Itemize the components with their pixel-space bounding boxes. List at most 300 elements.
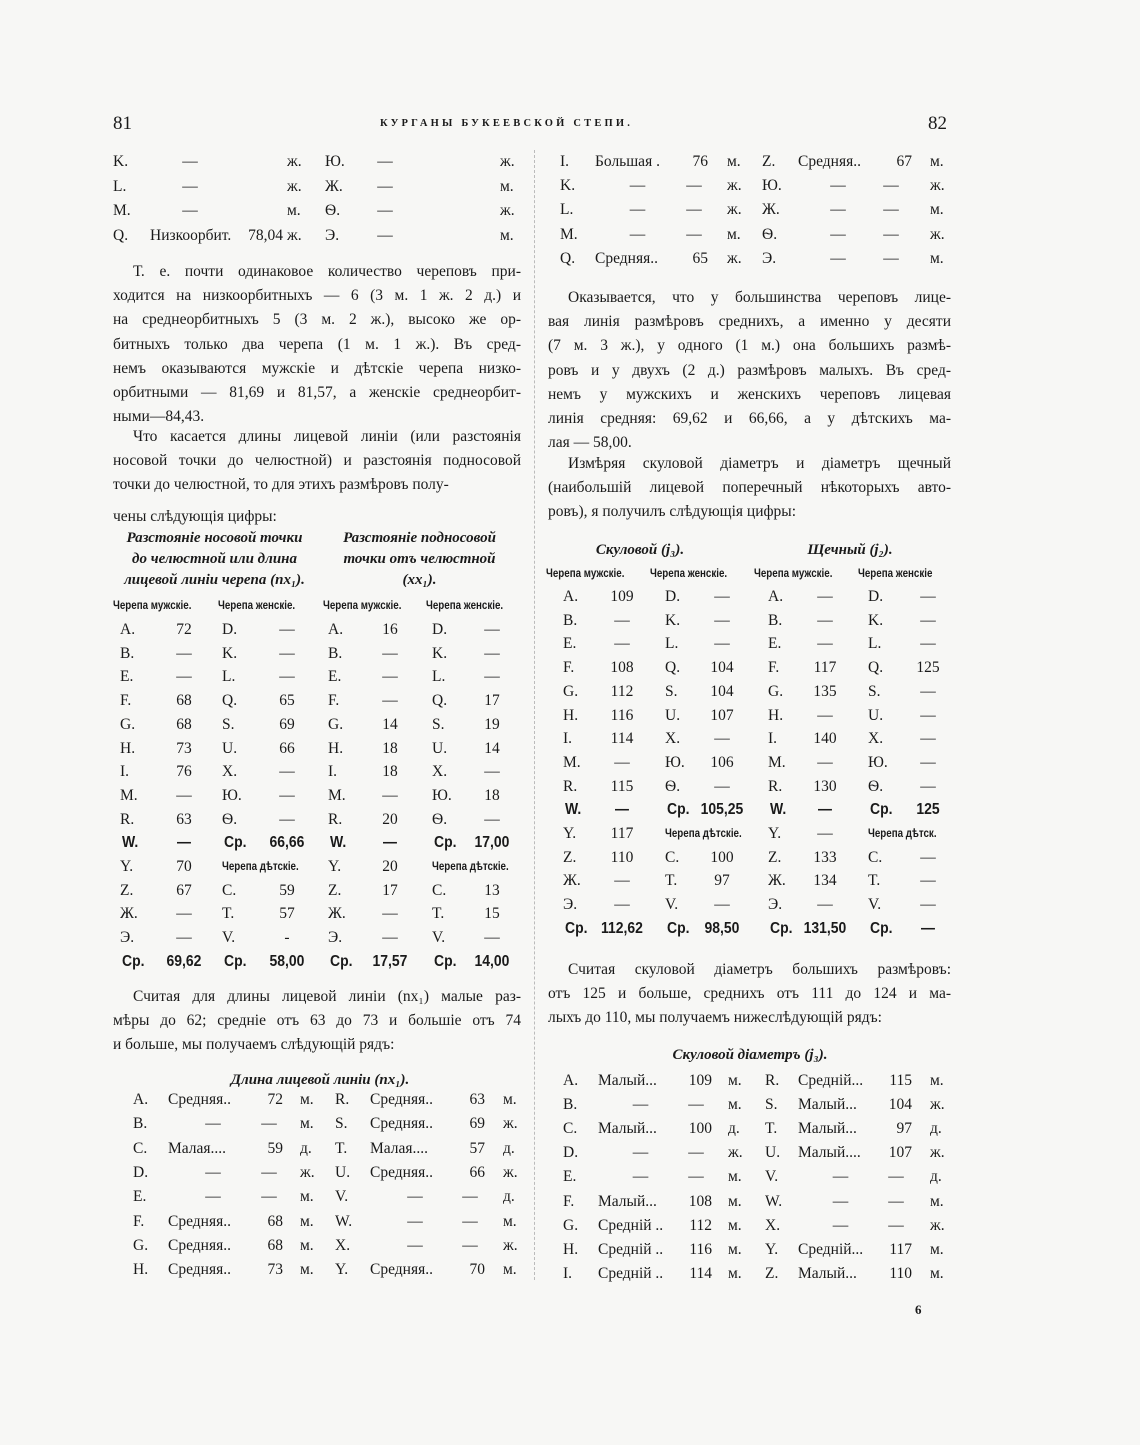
table-cell: W. [765,1192,783,1210]
table-cell: — [830,225,846,243]
table-cell: 97 [714,872,730,890]
table-cell: D. [222,621,238,638]
table-cell: 100 [710,848,734,866]
table-cell: ж. [727,201,742,219]
table-cell: M. [563,753,581,771]
table-cell: 116 [689,1240,712,1258]
table-cell: Ж. [563,872,581,890]
table-cell: — [832,1216,849,1234]
table-cell: Y. [328,858,342,875]
table-cell: — [921,919,935,937]
table-cell: — [883,177,899,195]
table-cell: 65 [692,249,708,267]
text-line: Оказывается, что у большинства череповъ лице- [568,289,951,306]
table-cell: — [888,1168,904,1186]
table-cell: G. [133,1236,149,1254]
table-cell: Средняя.. [370,1115,433,1133]
table-cell: Ср. [770,919,793,937]
table-cell: X. [222,763,238,781]
table-cell: м. [728,1216,742,1234]
right-series-title: Скуловой діаметръ (j₃). [672,1047,828,1063]
table-cell: 58,00 [269,952,305,970]
table-cell: Малый... [798,1096,857,1114]
left-paragraph-2-end: чены слѣдующія цифры: [113,508,277,525]
table-cell: — [920,635,936,653]
table-cell: 109 [610,588,634,605]
table-cell: V. [335,1188,349,1206]
table-cell: Ср. [870,919,893,937]
table-cell: 68 [267,1236,283,1254]
table-cell: — [484,763,500,781]
table-cell: T. [665,872,678,890]
table-cell: Малый... [798,1264,857,1282]
table-cell: ж. [503,1163,518,1181]
text-line: Что касается длины лицевой линіи (или разстоянія [133,428,521,445]
table-cell: C. [432,881,447,899]
table-cell: L. [868,635,882,653]
table-cell: — [382,692,398,710]
left-paragraph-1 [113,260,521,429]
table-cell: — [883,201,899,219]
table-cell: L. [432,668,446,686]
table-cell: Средняя.. [370,1091,433,1108]
table-cell: Ю. [325,153,345,170]
table-cell: 135 [813,682,837,700]
table-cell: м. [500,177,514,195]
table-cell: 66 [279,739,295,757]
text-line: лыхъ до 110, мы получаемъ нижеслѣдующій рядъ: [548,1009,882,1027]
table-cell: ж. [930,225,945,243]
table-cell: — [176,929,192,947]
table-cell: Средняя.. [168,1261,231,1279]
table-cell: 70 [469,1261,485,1279]
table-cell: Ю. [762,177,782,195]
table-cell: R. [768,777,783,795]
table-cell: м. [930,1264,944,1282]
table-cell: T. [432,905,445,923]
column-header: Черепа мужскіе. [323,600,402,612]
table-cell: 57 [279,905,295,923]
table-cell: — [830,249,846,267]
table-cell: — [484,929,500,947]
table-cell: R. [563,777,578,795]
table-cell: — [629,177,646,195]
table-cell: 115 [889,1072,912,1089]
table-cell: 67 [896,153,912,170]
table-cell: G. [563,682,579,700]
table-cell: Ѳ. [868,777,884,795]
text-line: орбитными — 81,69 и 81,57, а женскіе среднеорбит- [113,383,521,401]
column-header: Черепа женскіе [858,568,933,580]
table-cell: ж. [503,1236,518,1254]
table-cell: E. [563,1168,577,1186]
table-cell: — [714,896,730,914]
table-cell: — [830,201,846,219]
table-cell: — [714,588,730,605]
table-cell: ж. [727,249,742,267]
table-cell: — [377,226,393,244]
table-cell: B. [120,644,135,662]
table-cell: 140 [813,730,837,748]
table-cell: M. [560,225,578,243]
table-cell: 20 [382,810,398,828]
table-cell: 104 [888,1096,912,1114]
table-cell: D. [868,588,884,605]
table-cell: E. [563,635,577,653]
heading-line: Разстояніе носовой точки [126,530,303,546]
table-cell: Средняя.. [595,249,658,267]
text-line: (наибольшій лицевой поперечный нѣкоторыхъ авто- [548,479,951,497]
table-cell: Средняя.. [370,1261,433,1279]
table-cell: — [632,1096,649,1114]
table-cell: Ж. [768,872,786,890]
right-paragraph-1 [548,286,951,455]
table-cell: Ю. [432,786,452,804]
table-cell: Малая.... [370,1139,429,1157]
table-cell: E. [120,668,134,686]
table-cell: H. [768,706,784,724]
table-cell: — [382,786,398,804]
right-paragraph-2 [548,452,951,525]
table-cell: B. [563,611,578,629]
table-cell: Средній... [798,1240,864,1258]
table-cell: Q. [868,659,884,677]
table-cell: — [818,801,832,819]
table-cell: м. [930,1192,944,1210]
column-header: Черепа мужскіе. [754,568,833,580]
table-cell: A. [563,1072,579,1089]
table-cell: 19 [484,715,500,733]
table-cell: — [920,777,936,795]
table-cell: R. [328,810,343,828]
table-cell: 69,62 [166,952,202,970]
table-cell: F. [133,1212,145,1230]
table-cell: 110 [889,1264,912,1282]
table-cell: м. [287,202,301,219]
table-cell: V. [432,929,446,947]
table-cell: — [462,1236,478,1254]
table-cell: U. [335,1163,351,1181]
table-cell: — [205,1115,221,1133]
table-cell: Большая . [595,153,660,170]
table-cell: 125 [916,801,940,819]
table-cell: M. [113,202,131,219]
table-cell: Ср. [434,952,457,970]
table-cell: — [205,1163,221,1181]
table-cell: ж. [287,177,302,195]
column-header: Черепа женскіе. [218,600,296,612]
table-cell: 112,62 [601,919,643,937]
table-cell: — [832,1168,849,1186]
table-cell: Малый... [798,1120,857,1138]
table-cell: Малая.... [168,1139,227,1157]
table-cell: ж. [727,177,742,195]
table-cell: 63 [469,1091,485,1108]
text-line: ходится на низкоорбитныхъ — 6 (3 м. 1 ж. 2 д.) и [113,287,521,305]
table-cell: ж. [930,1216,945,1234]
table-cell: д. [503,1139,515,1157]
table-cell: Ср. [122,952,145,970]
table-cell: 73 [267,1261,283,1279]
table-cell: — [688,1168,704,1186]
column-header: Черепа мужскіе. [546,568,625,580]
table-cell: — [920,896,936,914]
table-cell: — [462,1188,478,1206]
table-cell: S. [868,682,881,700]
table-cell: W. [335,1212,353,1230]
table-cell: Q. [432,692,448,710]
table-cell: Черепа дѣтск. [868,828,937,840]
text-line: мѣры до 62; средніе отъ 63 до 73 и большіе отъ 74 [113,1012,521,1030]
table-cell: F. [328,692,340,710]
table-cell: Малый.... [798,1144,861,1162]
table-cell: Z. [768,848,782,866]
table-cell: C. [222,881,237,899]
table-cell: W. [565,801,582,819]
table-cell: 130 [813,777,837,795]
table-cell: м. [300,1212,314,1230]
table-cell: 68 [176,715,192,733]
table-cell: C. [665,848,680,866]
table-cell: H. [133,1261,149,1279]
table-cell: V. [222,929,236,947]
table-cell: V. [868,896,882,914]
table-cell: U. [765,1144,781,1162]
table-cell: - [284,929,290,947]
table-cell: 17 [484,692,500,710]
table-cell: L. [665,635,679,653]
table-cell: ж. [728,1144,743,1162]
table-cell: 17,00 [474,834,510,852]
table-cell: 72 [176,621,192,638]
column-divider [534,150,535,1280]
table-cell: 134 [813,872,837,890]
table-cell: L. [222,668,236,686]
table-cell: Q. [560,249,576,267]
table-cell: Ср. [330,952,353,970]
table-cell: ж. [930,1096,945,1114]
table-cell: U. [432,739,448,757]
table-cell: V. [665,896,679,914]
table-cell: R. [765,1072,780,1089]
table-cell: 107 [888,1144,912,1162]
table-cell: I. [563,730,573,748]
table-cell: Ѳ. [222,810,238,828]
table-cell: 67 [176,881,192,899]
table-cell: Ж. [325,177,343,195]
table-cell: — [377,177,393,195]
table-cell: — [176,905,192,923]
table-cell: — [714,611,730,629]
table-cell: 108 [610,659,634,677]
table-cell: M. [328,786,346,804]
table-cell: м. [300,1188,314,1206]
table-cell: — [182,153,198,170]
table-cell: Z. [762,153,776,170]
table-cell: A. [133,1091,149,1108]
table-cell: 100 [688,1120,712,1138]
table-cell: д. [300,1139,312,1157]
table-cell: 131,50 [803,919,847,937]
table-cell: 70 [176,858,192,875]
table-cell: I. [120,763,130,781]
table-cell: — [614,896,630,914]
right-heading-buccal: Щечный (j₂). [807,542,893,558]
heading-line: Разстояніе подносовой [343,530,496,546]
table-cell: 57 [469,1139,485,1157]
table-cell: F. [563,1192,575,1210]
table-cell: H. [563,706,579,724]
table-cell: 112 [689,1216,712,1234]
table-cell: Z. [563,848,577,866]
table-cell: — [817,825,833,842]
table-cell: 104 [710,682,734,700]
table-cell: B. [563,1096,578,1114]
table-cell: — [920,706,936,724]
table-cell: Черепа дѣтскіе. [222,861,299,873]
table-cell: 117 [889,1240,912,1258]
table-cell: — [176,644,192,662]
table-cell: 17 [382,881,398,899]
table-cell: — [920,588,936,605]
table-cell: — [279,621,295,638]
table-cell: 106 [710,753,734,771]
table-cell: — [632,1144,649,1162]
table-cell: K. [222,644,238,662]
table-cell: X. [432,763,448,781]
heading-line: (xx₁). [402,572,437,588]
table-cell: — [686,177,702,195]
table-cell: м. [930,1240,944,1258]
table-cell: Ср. [667,801,690,819]
table-cell: 16 [382,621,398,638]
table-cell: 117 [813,659,837,677]
text-line: Измѣряя скуловой діаметръ и діаметръ щечный [568,455,951,472]
table-cell: 112 [610,682,634,700]
text-line: линія средняя: 69,62 и 66,66, а у дѣтскихъ ма- [548,409,951,427]
table-cell: — [382,644,398,662]
table-cell: — [407,1188,423,1206]
table-cell: м. [930,201,944,219]
table-cell: 133 [813,848,837,866]
table-cell: м. [930,1072,944,1089]
text-line: вая линія размѣровъ среднихъ, а именно у десяти [548,313,951,331]
table-cell: 104 [710,659,734,677]
table-cell: K. [868,611,884,629]
table-cell: ж. [930,1144,945,1162]
table-cell: — [614,635,630,653]
table-cell: — [632,1168,649,1186]
table-cell: м. [503,1212,517,1230]
table-cell: 68 [176,692,192,710]
table-cell: 107 [710,706,734,724]
table-cell: V. [765,1168,779,1186]
column-header: Черепа женскіе. [650,568,728,580]
table-cell: I. [768,730,778,748]
column-header: Черепа мужскіе. [113,600,192,612]
table-cell: — [182,202,198,219]
table-cell: H. [563,1240,579,1258]
right-paragraph-3 [548,958,951,1031]
left-heading-subnasal [322,528,517,591]
table-cell: м. [500,226,514,244]
table-cell: 105,25 [700,801,744,819]
table-cell: — [920,730,936,748]
table-cell: — [817,706,833,724]
table-cell: T. [222,905,235,923]
table-cell: — [279,668,295,686]
table-cell: м. [930,249,944,267]
table-cell: — [714,777,730,795]
table-cell: Черепа дѣтскіе. [665,828,742,840]
text-line: Т. е. почти одинаковое количество череповъ при- [133,263,521,280]
table-cell: Ж. [762,201,780,219]
table-cell: F. [563,659,575,677]
table-cell: D. [432,621,448,638]
table-cell: B. [328,644,343,662]
table-cell: Y. [768,825,782,842]
table-cell: 20 [382,858,398,875]
table-cell: D. [133,1163,149,1181]
table-cell: S. [335,1115,348,1133]
table-cell: — [888,1216,904,1234]
table-cell: — [832,1192,849,1210]
column-header: Черепа женскіе. [426,600,504,612]
table-cell: м. [728,1240,742,1258]
table-cell: A. [563,588,579,605]
table-cell: Малый... [598,1120,657,1138]
table-cell: м. [728,1168,742,1186]
text-line: Считая для длины лицевой линіи (nx₁) малые раз- [133,988,521,1005]
table-cell: 66,66 [269,834,305,852]
table-cell: Черепа дѣтскіе. [432,861,509,873]
table-cell: 69 [279,715,295,733]
table-cell: — [817,753,833,771]
table-cell: 98,50 [704,919,740,937]
table-cell: 125 [916,659,940,677]
table-cell: X. [335,1236,351,1254]
table-cell: 116 [610,706,634,724]
table-cell: 76 [176,763,192,781]
heading-line: лицевой линіи черепа (nx₁). [124,572,305,588]
table-cell: — [484,644,500,662]
table-cell: м. [503,1091,517,1108]
table-cell: 114 [689,1264,712,1282]
table-cell: R. [335,1091,350,1108]
table-cell: Z. [328,881,342,899]
table-cell: K. [560,177,576,195]
table-cell: 18 [484,786,500,804]
table-cell: S. [222,715,235,733]
table-cell: X. [765,1216,781,1234]
text-line: ровъ и у двухъ (2 д.) размѣровъ малыхъ. Въ сред- [548,361,951,379]
table-cell: — [920,753,936,771]
table-cell: Y. [563,825,577,842]
text-line: ными—84,43. [113,408,205,426]
table-cell: — [176,668,192,686]
table-cell: — [614,611,630,629]
table-cell: 15 [484,905,500,923]
table-cell: 59 [279,881,295,899]
table-cell: C. [563,1120,578,1138]
table-cell: — [629,225,646,243]
table-cell: Ср. [434,834,457,852]
table-cell: A. [768,588,784,605]
table-cell: Y. [765,1240,779,1258]
table-cell: T. [335,1139,348,1157]
table-cell: Ю. [868,753,888,771]
table-cell: — [279,763,295,781]
